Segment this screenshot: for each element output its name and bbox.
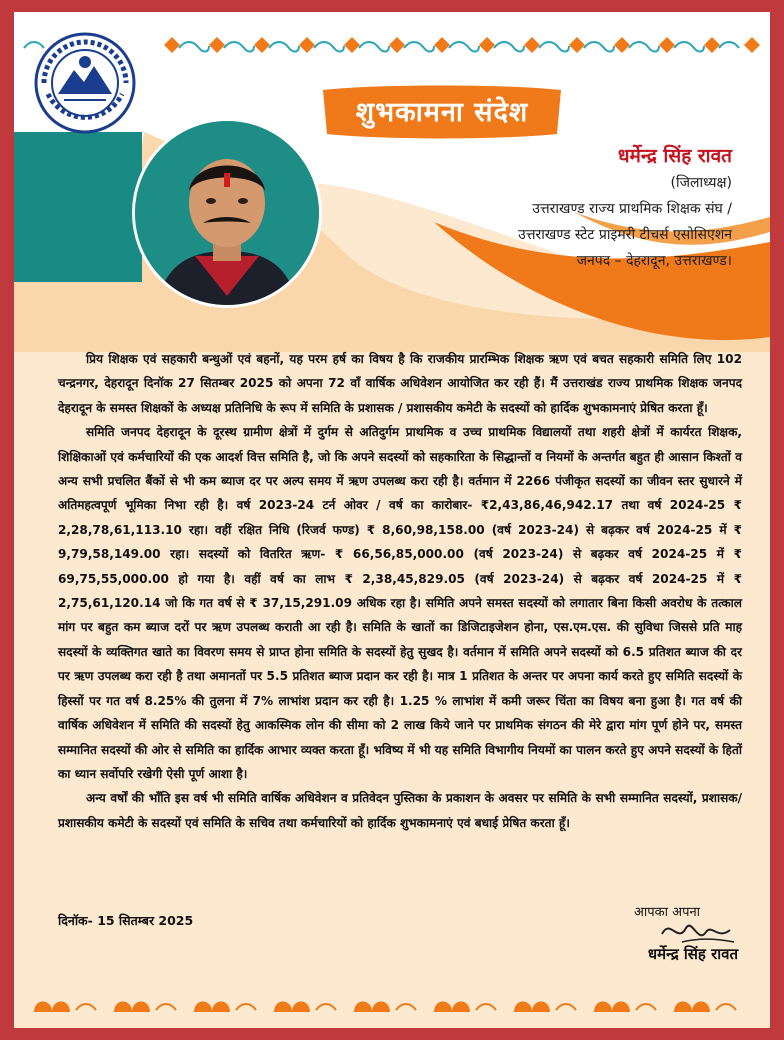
message-paragraph-2: समिति जनपद देहरादून के दूरस्थ ग्रामीण क्षेत्रों में दुर्गम से अतिदुर्गम प्राथमिक व उच्च प्राथमिक विद्यालयों तथा शहरी क्षेत्रों में कार्यरत शिक्षक, शिक्षिकाओं एवं कर्मचारियों की एक आदर्श वित्त समिति है, जो कि अपने सदस्यों को सहकारिता के सिद्धान्तों व नियमों के अन्तर्गत बहुत ही आसान किश्तों व अन्य सभी प्रचलित बैंकों से भी कम ब्याज दर पर अल्प समय में ऋण उपलब्ध करा रही है। वर्तमान में 2266 पंजीकृत सदस्यों का जीवन स्तर सुधारने में अतिमहत्वपूर्ण भूमिका निभा रही है। वर्ष 2023-24 टर्न ओवर / वर्ष का कारोबार- ₹2,43,86,46,942.17 तथा वर्ष 2024-25 ₹ 2,28,78,61,113.10 रहा। वहीं रक्षित निधि (रिजर्व फण्ड) ₹ 8,60,98,158.00 (वर्ष 2023-24) से बढ़कर वर्ष 2024-25 में ₹ 9,79,58,149.00 रहा। सदस्यों को वितरित ऋण- ₹ 66,56,85,000.00 (वर्ष 2023-24) से बढ़कर वर्ष 2024-25 में ₹ 69,75,55,000.00 हो गया है। वहीं वर्ष का लाभ ₹ 2,38,45,829.05 (वर्ष 2023-24) से बढ़कर वर्ष 2024-25 में ₹ 2,75,61,120.14 जो कि गत वर्ष से ₹ 37,15,291.09 अधिक रहा है। समिति अपने समस्त सदस्यों को लगातार बिना किसी अवरोध के तत्काल मांग पर बहुत कम ब्याज दरों पर ऋण उपलब्ध कराती आ रही है। समिति के खातों का डिजिटाइजेशन होना, एस.एम.एस. की सुविधा जिससे प्रति माह सदस्यों के व्यक्तिगत खाते का विवरण समय से प्राप्त होना समिति के सदस्यों हेतु सुखद है। वर्तमान में समिति अपने सदस्यों को 6.5 प्रतिशत ब्याज की दर पर ऋण उपलब्ध करा रही है तथा अमानतों पर 5.5 प्रतिशत ब्याज प्रदान कर रही है। मात्र 1 प्रतिशत के अन्तर पर अपना कार्य करते हुए समिति सदस्यों के हिस्सों पर गत वर्ष 8.25% की तुलना में 7% लाभांश प्रदान कर रही है। 1.25 % लाभांश में कमी जरूर चिंता का विषय बना हुआ है। गत वर्ष की वार्षिक अधिवेशन में समिति की सदस्यों हेतु आकस्मिक लोन की सीमा को 2 लाख किये जाने पर प्राथमिक संगठन की मेरे द्वारा मांग पूर्ण होने पर, समस्त सम्मानित सदस्यों की ओर से समिति का हार्दिक आभार व्यक्त करता हूँ। भविष्य में भी यह समिति विभागीय नियमों का पालन करते हुए अपने सदस्यों के हितों का ध्यान सर्वोपरि रखेगी ऐसी पूर्ण आशा है। [58, 425, 742, 781]
closing-text: आपका अपना [634, 905, 701, 920]
message-paragraph-3: अन्य वर्षों की भाँति इस वर्ष भी समिति वार्षिक अधिवेशन व प्रतिवेदन पुस्तिका के प्रकाशन के अवसर पर समिति के सभी सम्मानित सदस्यों, प्रशासक/प्रशासकीय कमेटी के सदस्यों एवं समिति के सचिव तथा कर्मचारियों को हार्दिक शुभकामनाएं एवं बधाई प्रेषित करता हूँ। [58, 791, 742, 830]
letter-page [14, 12, 770, 1028]
handwritten-signature-icon [658, 914, 738, 948]
signatory-role: (जिलाध्यक्ष) [670, 175, 732, 191]
signatory-block [518, 142, 732, 274]
message-paragraph-1: प्रिय शिक्षक एवं सहकारी बन्धुओं एवं बहनों, यह परम हर्ष का विषय है कि राजकीय प्रारम्भिक शिक्षक ऋण एवं बचत सहकारी समिति लिए 102 चन्द्रनगर, देहरादून दिनॉक 27 सितम्बर 2025 को अपना 72 वाँ वार्षिक अधिवेशन आयोजित कर रही हैं। मैं उत्तराखंड राज्य प्राथमिक शिक्षक जनपद देहरादून के समस्त शिक्षकों के अध्यक्ष प्रतिनिधि के रूप में समिति के प्रशासक / प्रशासकीय कमेटी के सदस्यों को हार्दिक शुभकामनाएं प्रेषित करता हूँ। [58, 352, 742, 415]
header-area [14, 12, 770, 342]
signatory-district: जनपद – देहरादून, उत्तराखण्ड। [576, 253, 732, 269]
portrait-photo [132, 118, 322, 308]
letter-date: दिनॉक- 15 सितम्बर 2025 [58, 913, 194, 928]
page-title: शुभकामना संदेश [355, 97, 529, 128]
signatory-name: धर्मेन्द्र सिंह रावत [617, 145, 732, 167]
message-body [58, 347, 742, 835]
association-seal-icon [34, 32, 136, 134]
signature-name: धर्मेन्द्र सिंह रावत [647, 945, 738, 963]
teal-accent-block [14, 132, 142, 282]
title-banner [317, 82, 567, 142]
signatory-org-line1: उत्तराखण्ड राज्य प्राथमिक शिक्षक संघ / [532, 201, 732, 217]
signatory-org-line2: उत्तराखण्ड स्टेट प्राइमरी टीचर्स एसोसिएशन [518, 227, 732, 243]
bottom-ornament-border [14, 980, 770, 1028]
